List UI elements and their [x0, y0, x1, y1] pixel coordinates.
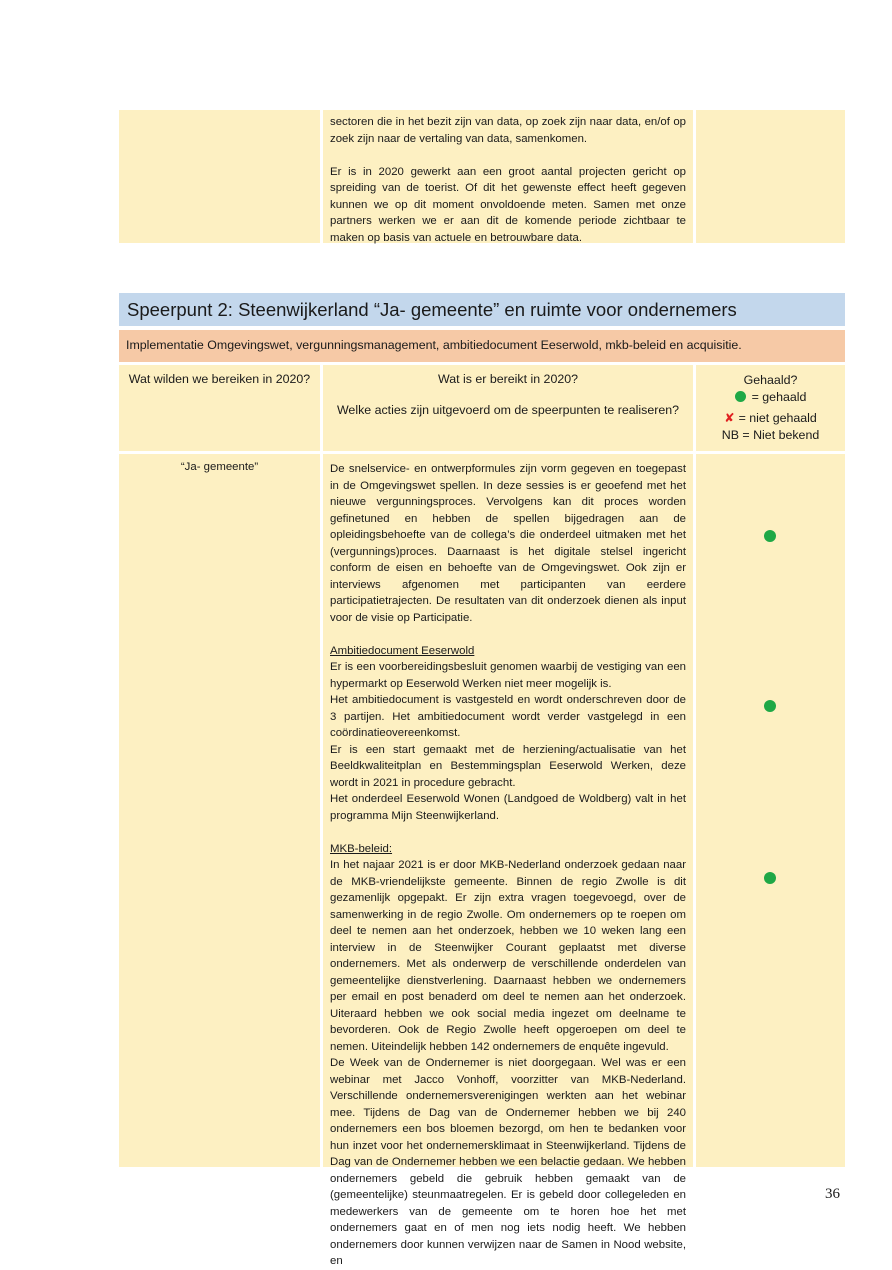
status-cell [696, 454, 845, 1167]
eeserwold-line-3: Er is een start gemaakt met de herziening/actualisatie van het Beeldkwaliteitplan en Bestemmingsplan Eeserwold Werken, deze wordt in 2021 in procedure gebracht. [330, 743, 686, 789]
header-status-cell [696, 365, 845, 451]
status-achieved-icon [764, 872, 776, 884]
header-status-title: Gehaald? [743, 373, 798, 387]
legend-achieved [696, 389, 845, 406]
goal-cell [119, 454, 320, 1167]
mkb-paragraph-2: De Week van de Ondernemer is niet doorgegaan. Wel was er een webinar met Jacco Vonhoff, voorzitter van MKB-Nederland. Verschillende ondernemersverenigingen werkten aan het webinar mee. Tijdens de Dag van de Ondernemer hebben we bij 240 ondernemers een bos bloemen bezorgd, om hen te bedanken voor hun inzet voor het ondernemersklimaat in Steenwijkerland. Tijdens de Dag van de Ondernemer hebben we een belactie gedaan. We hebben ondernemers gebeld die gebruik hebben gemaakt van de (gemeentelijke) steunmaatregelen. Er is gebeld door collegeleden en medewerkers van de gemeente om te horen hoe het met ondernemers gaat en of men nog iets nodig heeft. We hebben ondernemers door kunnen verwijzen naar de Samen in Nood website, en [330, 1057, 686, 1267]
section-subtitle: Implementatie Omgevingswet, vergunningsmanagement, ambitiedocument Eeserwold, mkb-beleid en acquisitie. [126, 338, 742, 352]
legend-achieved-label: = gehaald [751, 390, 807, 404]
status-achieved-icon [764, 700, 776, 712]
status-achieved-icon [764, 530, 776, 542]
mkb-heading: MKB-beleid: [330, 842, 393, 855]
top-content-cell [323, 110, 693, 243]
omgevingswet-paragraph: De snelservice- en ontwerpformules zijn vorm gegeven en toegepast in de Omgevingswet spellen. In deze sessies is er geoefend met het nieuwe vergunningsproces. Vervolgens kan dit proces worden gefinetuned en hebben de spellen bijgedragen aan de opleidingsbehoefte van de collega’s die onderdeel uitmaken met het (vergunnings)proces. Daarnaast is het digitale stelsel ingericht conform de eisen en behoefte van de Omgevingswet. Ook zijn er interviews afgenomen met participanten van eerdere participatietrajecten. De resultaten van dit onderzoek dienen als input voor de visie op Participatie. [330, 463, 686, 624]
top-paragraph-1: sectoren die in het bezit zijn van data, op zoek zijn naar data, en/of op zoek zijn naar de vertaling van data, samenkomen. [330, 116, 686, 145]
eeserwold-line-4: Het onderdeel Eeserwold Wonen (Landgoed de Woldberg) valt in het programma Mijn Steenwijkerland. [330, 793, 686, 822]
eeserwold-line-1: Er is een voorbereidingsbesluit genomen waarbij de vestiging van een hypermarkt op Eeserwold Werken niet meer mogelijk is. [330, 661, 686, 690]
header-result-line1: Wat is er bereikt in 2020? [437, 372, 579, 386]
red-cross-icon: ✘ [724, 410, 735, 425]
page-number: 36 [825, 1186, 840, 1202]
legend-not-achieved [696, 409, 845, 427]
section-subtitle-bar [119, 330, 845, 362]
green-dot-icon [735, 391, 746, 402]
top-right-cell [696, 110, 845, 243]
section-title: Speerpunt 2: Steenwijkerland “Ja- gemeente” en ruimte voor ondernemers [127, 299, 737, 320]
eeserwold-line-2: Het ambitiedocument is vastgesteld en wordt onderschreven door de 3 partijen. Het ambitiedocument wordt verder vastgelegd in een coördinatieovereenkomst. [330, 694, 686, 739]
header-result-cell [323, 365, 693, 451]
legend-not-achieved-label: = niet gehaald [738, 411, 817, 425]
mkb-paragraph-1: In het najaar 2021 is er door MKB-Nederland onderzoek gedaan naar de MKB-vriendelijkste gemeente. Binnen de regio Zwolle is dit gezamenlijk opgepakt. Er zijn extra vragen toegevoegd, over de samenwerking in de regio Zwolle. Om ondernemers op te roepen om deel te nemen aan het onderzoek, hebben we 10 weken lang een interview in de Steenwijker Courant geplaatst met diverse ondernemers. Met als onderwerp de verschillende onderdelen van gemeentelijke dienstverlening. Daarnaast hebben we ondernemers per email en post benaderd om deel te nemen aan het onderzoek. Uiteraard hebben we ook social media ingezet om deelname te bevorderen. Ook de Regio Zwolle heeft opgeroepen om deel te nemen. Uiteindelijk hebben 142 ondernemers de enquête ingevuld. [330, 859, 686, 1053]
goal-label: “Ja- gemeente” [180, 461, 259, 473]
header-goal: Wat wilden we bereiken in 2020? [128, 372, 311, 386]
header-goal-cell [119, 365, 320, 451]
eeserwold-heading: Ambitiedocument Eeserwold [330, 644, 475, 657]
top-left-cell [119, 110, 320, 243]
result-cell [323, 454, 693, 1267]
header-result-line2: Welke acties zijn uitgevoerd om de speerpunten te realiseren? [336, 403, 680, 417]
section-title-bar [119, 293, 845, 326]
top-paragraph-2: Er is in 2020 gewerkt aan een groot aantal projecten gericht op spreiding van de toerist. Of dit het gewenste effect heeft gegeven kunnen we op dit moment onvoldoende meten. Samen met onze partners werken we er aan dit de komende periode zichtbaar te maken op basis van actuele en betrouwbare data. [330, 165, 686, 244]
legend-unknown: NB = Niet bekend [721, 428, 820, 442]
